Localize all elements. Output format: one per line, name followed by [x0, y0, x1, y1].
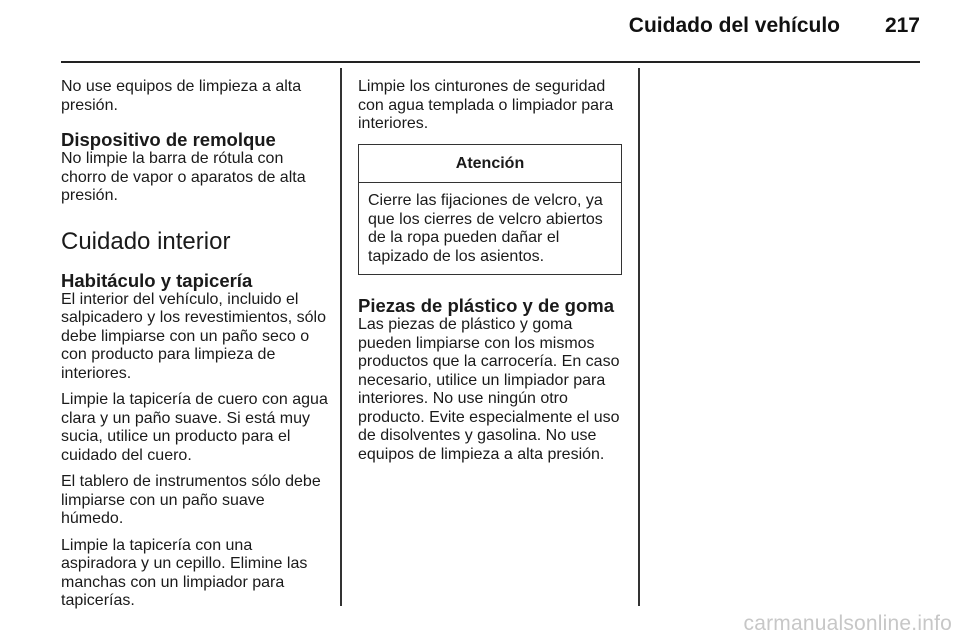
intro-paragraph: No use equipos de limpieza a alta presión.: [61, 78, 302, 114]
warning-title: Atención: [359, 145, 621, 184]
cabin-paragraph-2: Limpie la tapicería de cuero con agua clara y un paño suave. Si está muy sucia, utilice un producto para el cuidado del cuero.: [61, 391, 328, 464]
tow-device-heading: Dispositivo de remolque: [61, 129, 276, 150]
warning-text: Cierre las fijaciones de velcro, ya que los cierres de velcro abiertos de la ropa pueden dañar el tapizado de los asientos.: [368, 192, 603, 265]
header-rule: [61, 61, 920, 63]
plastic-rubber-heading: Piezas de plástico y de goma: [358, 295, 615, 316]
plastic-rubber-paragraph: Las piezas de plástico y goma pueden limpiarse con los mismos productos que la carrocería. En caso necesario, utilice un limpiador para interiores. No use ningún otro producto. Evite especialmente el uso de disolventes y gasolina. No use equipos de limpieza a alta presión.: [358, 316, 620, 463]
tow-device-paragraph: No limpie la barra de rótula con chorro de vapor o aparatos de alta presión.: [61, 150, 306, 204]
text-column-1: [61, 78, 331, 611]
column-divider-1: [340, 68, 342, 606]
seat-belts-paragraph: Limpie los cinturones de seguridad con agua templada o limpiador para interiores.: [358, 78, 614, 132]
cabin-upholstery-heading: Habitáculo y tapicería: [61, 269, 253, 291]
cabin-paragraph-4: Limpie la tapicería con una aspiradora y un cepillo. Elimine las manchas con un limpiador para tapicerías.: [61, 536, 308, 609]
cabin-paragraph-1: El interior del vehículo, incluido el salpicadero y los revestimientos, sólo debe limpiarse con un paño seco o con producto para limpieza de interiores.: [61, 290, 327, 382]
warning-box: [358, 144, 622, 276]
page-number: 217: [884, 14, 920, 37]
text-column-2: [358, 78, 628, 464]
page-header-title: Cuidado del vehículo: [628, 14, 840, 37]
cabin-paragraph-3: El tablero de instrumentos sólo debe limpiarse con un paño suave húmedo.: [61, 473, 321, 527]
column-divider-2: [638, 68, 640, 606]
watermark-text: carmanualsonline.info: [743, 612, 952, 635]
interior-care-heading: Cuidado interior: [61, 227, 231, 255]
